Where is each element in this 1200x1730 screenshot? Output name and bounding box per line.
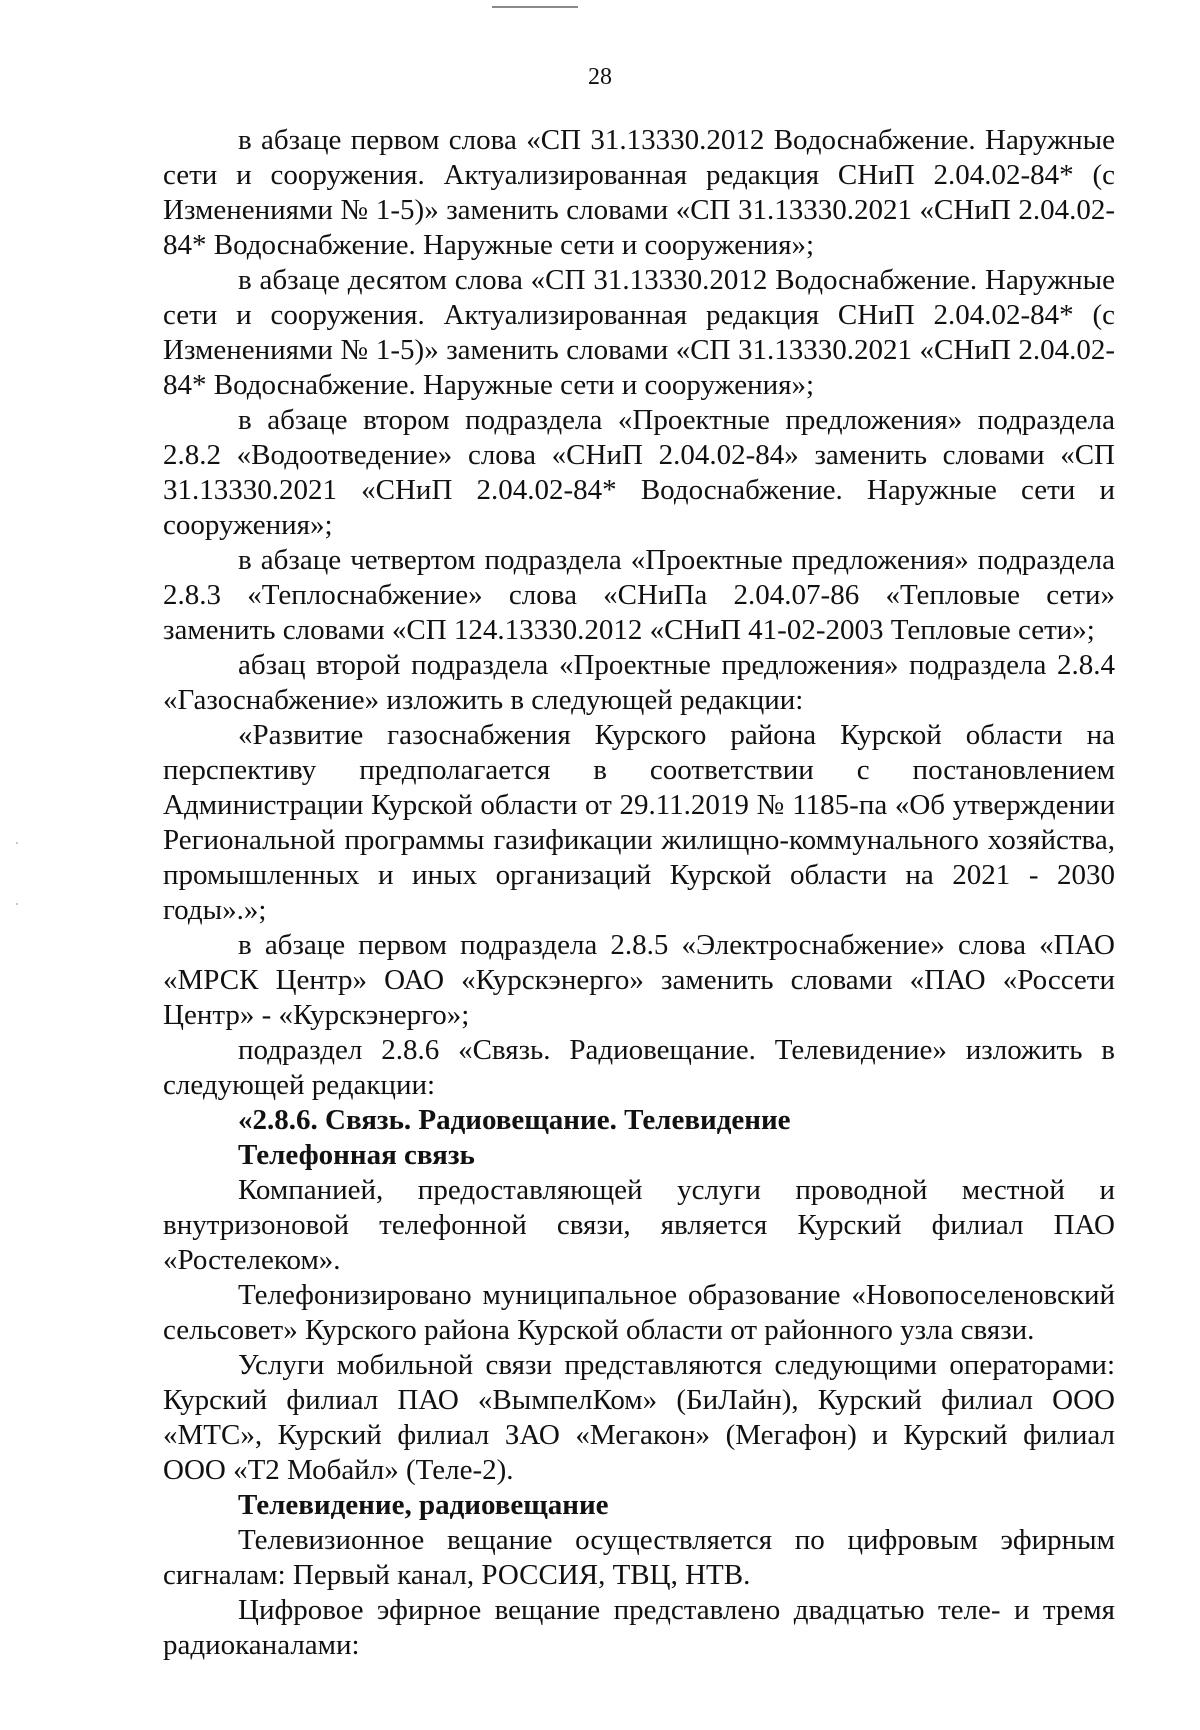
paragraph: в абзаце втором подраздела «Проектные предложения» подраздела 2.8.2 «Водоотведение» слова «СНиП 2.04.02-84» заменить словами «СП 31.13330.2021 «СНиП 2.04.02-84* Водоснабжение. Наружные сети и сооружения»; bbox=[163, 404, 1115, 541]
paragraph: Телевизионное вещание осуществляется по цифровым эфирным сигналам: Первый канал, РОССИЯ, ТВЦ, НТВ. bbox=[163, 1524, 1115, 1591]
paragraph: в абзаце десятом слова «СП 31.13330.2012 Водоснабжение. Наружные сети и сооружения. Актуализированная редакция СНиП 2.04.02-84* (с Изменениями № 1-5)» заменить словами «СП 31.13330.2021 «СНиП 2.04.02-84* Водоснабжение. Наружные сети и сооружения»; bbox=[163, 264, 1115, 401]
subsection-heading: Телевидение, радиовещание bbox=[238, 1489, 609, 1521]
page-number: 28 bbox=[588, 64, 612, 90]
paragraph: «Развитие газоснабжения Курского района Курской области на перспективу предполагается в соответствии с постановлением Администрации Курской области от 29.11.2019 № 1185-па «Об утверждении Региональной программы газификации жилищно-коммунального хозяйства, промышленных и иных организаций Курской области на 2021 - 2030 годы».»; bbox=[163, 719, 1115, 926]
paragraph: абзац второй подраздела «Проектные предложения» подраздела 2.8.4 «Газоснабжение» изложить в следующей редакции: bbox=[163, 649, 1115, 716]
scan-speck bbox=[16, 903, 18, 905]
paragraph: в абзаце четвертом подраздела «Проектные предложения» подраздела 2.8.3 «Теплоснабжение» слова «СНиПа 2.04.07-86 «Тепловые сети» заменить словами «СП 124.13330.2012 «СНиП 41-02-2003 Тепловые сети»; bbox=[163, 544, 1115, 646]
paragraph: Услуги мобильной связи представляются следующими операторами: Курский филиал ПАО «ВымпелКом» (БиЛайн), Курский филиал ООО «МТС», Курский филиал ЗАО «Мегакон» (Мегафон) и Курский филиал ООО «Т2 Мобайл» (Теле-2). bbox=[163, 1349, 1115, 1486]
paragraph: в абзаце первом подраздела 2.8.5 «Электроснабжение» слова «ПАО «МРСК Центр» ОАО «Курскэнерго» заменить словами «ПАО «Россети Центр» - «Курскэнерго»; bbox=[163, 929, 1115, 1031]
top-scan-mark bbox=[492, 6, 578, 8]
paragraph: Компанией, предоставляющей услуги проводной местной и внутризоновой телефонной связи, является Курский филиал ПАО «Ростелеком». bbox=[163, 1174, 1115, 1276]
scan-speck bbox=[16, 842, 18, 844]
section-heading: «2.8.6. Связь. Радиовещание. Телевидение bbox=[238, 1104, 791, 1136]
paragraph: Цифровое эфирное вещание представлено двадцатью теле- и тремя радиоканалами: bbox=[163, 1594, 1115, 1661]
document-body bbox=[163, 123, 1115, 1663]
paragraph: в абзаце первом слова «СП 31.13330.2012 Водоснабжение. Наружные сети и сооружения. Актуализированная редакция СНиП 2.04.02-84* (с Изменениями № 1-5)» заменить словами «СП 31.13330.2021 «СНиП 2.04.02-84* Водоснабжение. Наружные сети и сооружения»; bbox=[163, 124, 1115, 261]
subsection-heading: Телефонная связь bbox=[238, 1139, 475, 1171]
paragraph: подраздел 2.8.6 «Связь. Радиовещание. Телевидение» изложить в следующей редакции: bbox=[163, 1034, 1115, 1101]
paragraph: Телефонизировано муниципальное образование «Новопоселеновский сельсовет» Курского района Курской области от районного узла связи. bbox=[163, 1279, 1115, 1346]
